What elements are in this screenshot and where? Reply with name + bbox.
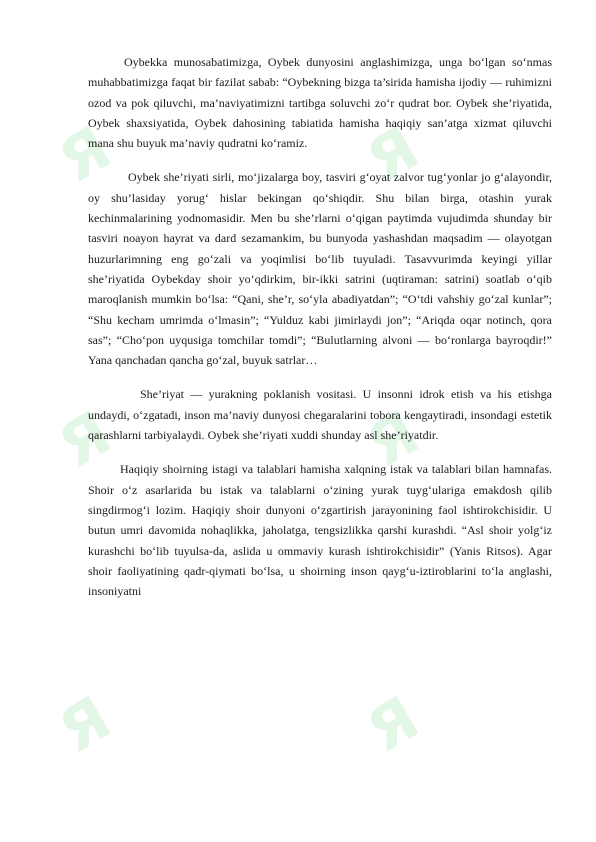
document-body bbox=[88, 52, 552, 615]
paragraph-oybek-relationship: Oybekka munosabatimizga, Oybek dunyosini anglashimizga, unga bo‘lgan so‘nmas muhabbatimizga faqat bir fazilat sabab: “Oybekning bizga ta’sirida hamisha ijodiy — ruhimizni ozod va pok qiluvchi, ma’naviyatimizni tartibga soluvchi zo‘r qudrat bor. Oybek she’riyatida, Oybek shaxsiyatida, Oybek dahosining tabiatida hamisha haqiqiy san’atga xizmat qiluvchi mana shu buyuk ma’naviy qudratni ko‘ramiz. bbox=[88, 55, 552, 151]
paragraph-true-poet: Haqiqiy shoirning istagi va talablari hamisha xalqning istak va talablari bilan hamnafas. Shoir o‘z asarlarida bu istak va talablarni o‘zining yurak tuyg‘ulariga emakdosh qilib singdirmog‘i lozim. Haqiqiy shoir dunyoni o‘zgartirish jarayonining faol ishtirokchisidir. U butun umri davomida nohaqlikka, jaholatga, tengsizlikka qarshi kurashdi. “Asl shoir yolg‘iz kurashchi bo‘lib tuyulsa-da, aslida u ommaviy kurash ishtirokchisidir” (Yanis Ritsos). Agar shoir faoliyatining qadr-qiymati bo‘lsa, u shoirning inson qayg‘u-iztiroblarini to‘la anglashi, insoniyatni bbox=[88, 462, 552, 599]
watermark-logo: Я bbox=[355, 398, 431, 482]
watermark-logo: Я bbox=[47, 113, 123, 197]
paragraph-oybek-poetry: Oybek she’riyati sirli, mo‘jizalarga boy, tasviri g‘oyat zalvor tug‘yonlar jo g‘alayondir, oy shu’lasiday yorug‘ hislar bekingan qo‘shiqdir. Shu bilan birga, otashin yurak kechinmalarining yodnomasidir. Men bu she’rlarni o‘qigan paytimda vujudimda shunday bir tasviri noayon hayrat va dard sezamankim, bu bunyoda yashashdan maqsadim — olayotgan huzurlarimning eng go‘zali va yoqimlisi bo‘lib tuyuladi. Tasavvurimda keyingi yillar she’riyatida Oybekday shoir yo‘qdirkim, bir-ikki satrini (uqtiraman: satrini) soatlab o‘qib maroqlanish mumkin bo‘lsa: “Qani, she’r, so‘yla abadiyatdan”; “O‘tdi vahshiy go‘zal kunlar”; “Shu kecham umrimda o‘lmasin”; “Yulduz kabi jimirlaydi jon”; “Ariqda oqar notinch, qora sas”; “Cho‘pon uyqusiga tomchilar tomdi”; “Bulutlarning alvoni — bo‘ronlarga bayroqdir!” Yana qanchadan qancha go‘zal, buyuk satrlar… bbox=[88, 170, 552, 368]
watermark-logo: Я bbox=[47, 398, 123, 482]
watermark-logo: Я bbox=[355, 113, 431, 197]
watermark-logo: Я bbox=[355, 683, 431, 767]
paragraph-poetry-purpose: She’riyat — yurakning poklanish vositasi. U insonni idrok etish va his etishga undaydi, o‘zgatadi, inson ma’naviy dunyosi chegaralarini tobora kengaytiradi, insondagi estetik qarashlarni tarbiyalaydi. Oybek she’riyati xuddi shunday asl she’riyatdir. bbox=[88, 387, 552, 443]
watermark-logo: Я bbox=[47, 683, 123, 767]
